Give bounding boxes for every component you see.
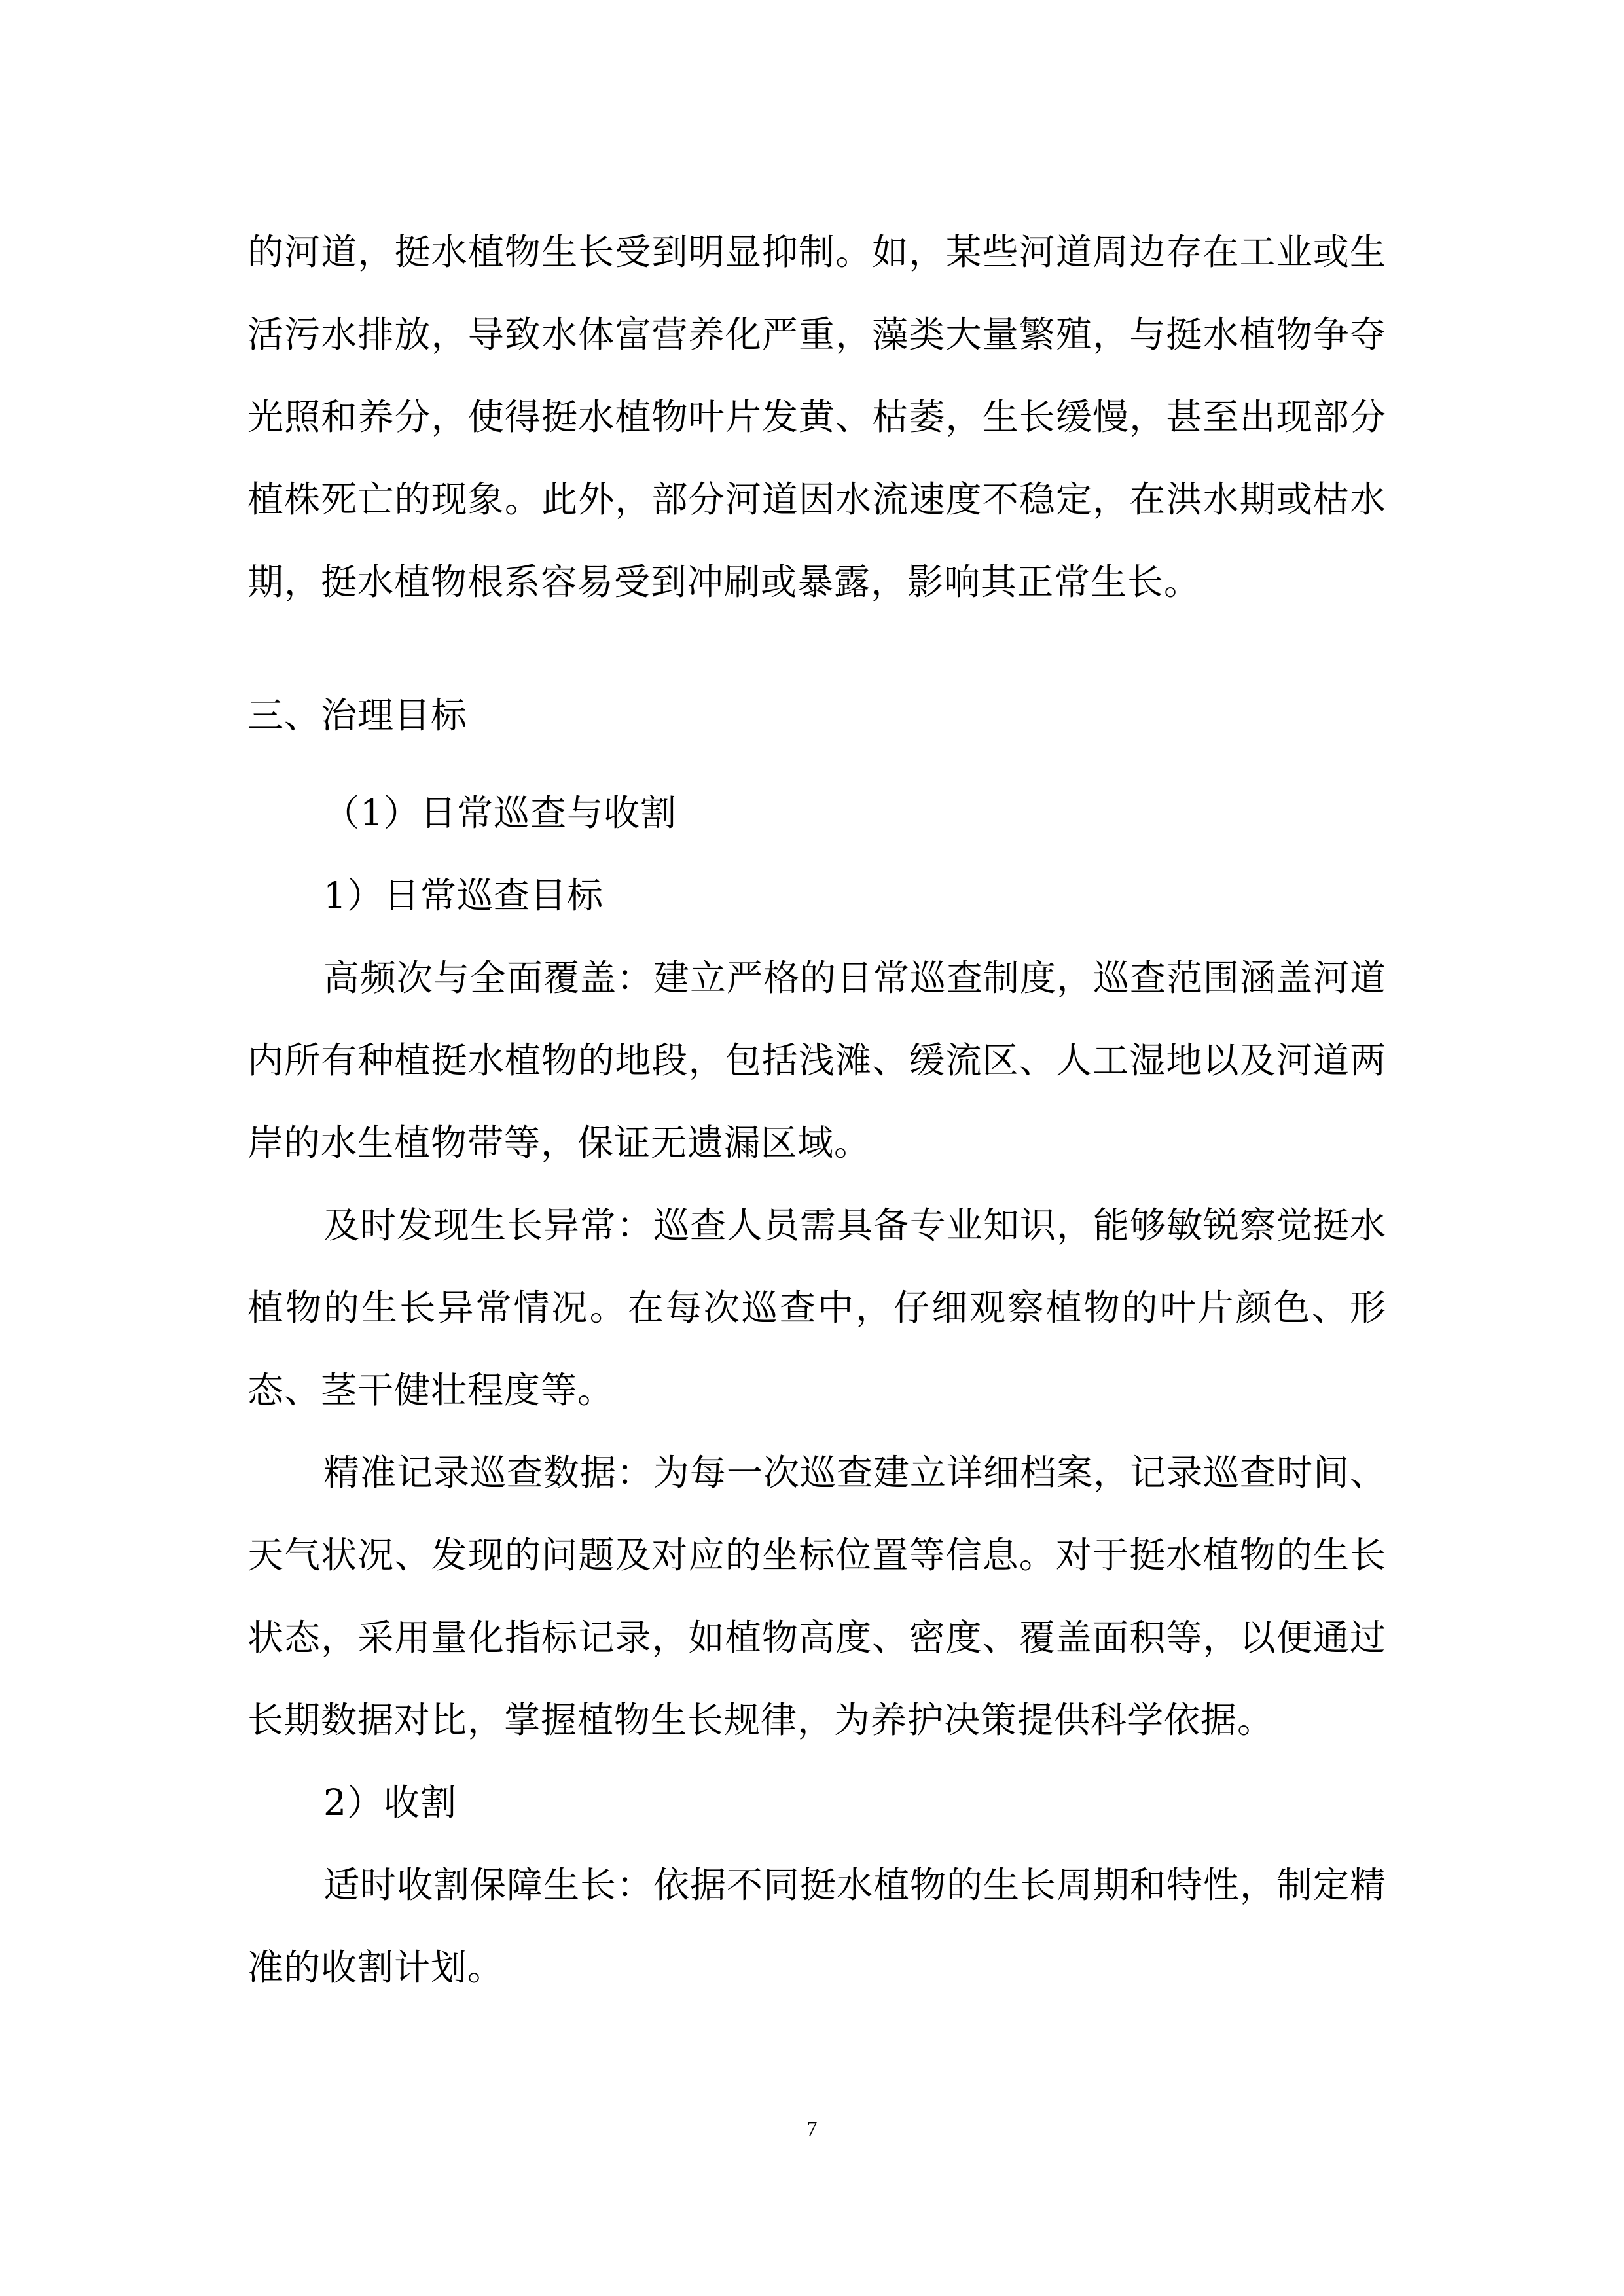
item-heading-patrol: 1）日常巡查目标	[323, 874, 604, 916]
item-heading-harvest: 2）收割	[323, 1782, 457, 1823]
section-heading: 三、治理目标	[247, 694, 468, 736]
paragraph-records: 精准记录巡查数据：为每一次巡查建立详细档案，记录巡查时间、天气状况、发现的问题及对应的坐标位置等信息。对于挺水植物的生长状态，采用量化指标记录，如植物高度、密度、覆盖面积等，以便通过长期数据对比，掌握植物生长规律，为养护决策提供科学依据。	[247, 1452, 1387, 1741]
page-number: 7	[806, 2117, 818, 2140]
paragraph-anomaly: 及时发现生长异常：巡查人员需具备专业知识，能够敏锐察觉挺水植物的生长异常情况。在每次巡查中，仔细观察植物的叶片颜色、形态、茎干健壮程度等。	[247, 1204, 1387, 1411]
paragraph-coverage: 高频次与全面覆盖：建立严格的日常巡查制度，巡查范围涵盖河道内所有种植挺水植物的地段，包括浅滩、缓流区、人工湿地以及河道两岸的水生植物带等，保证无遗漏区域。	[247, 957, 1387, 1164]
paragraph-harvest: 适时收割保障生长：依据不同挺水植物的生长周期和特性，制定精准的收割计划。	[247, 1864, 1387, 1988]
subsection-heading: （1）日常巡查与收割	[323, 792, 677, 834]
paragraph-continuation: 的河道，挺水植物生长受到明显抑制。如，某些河道周边存在工业或生活污水排放，导致水体富营养化严重，藻类大量繁殖，与挺水植物争夺光照和养分，使得挺水植物叶片发黄、枯萎，生长缓慢，甚至出现部分植株死亡的现象。此外，部分河道因水流速度不稳定，在洪水期或枯水期，挺水植物根系容易受到冲刷或暴露，影响其正常生长。	[247, 231, 1386, 603]
